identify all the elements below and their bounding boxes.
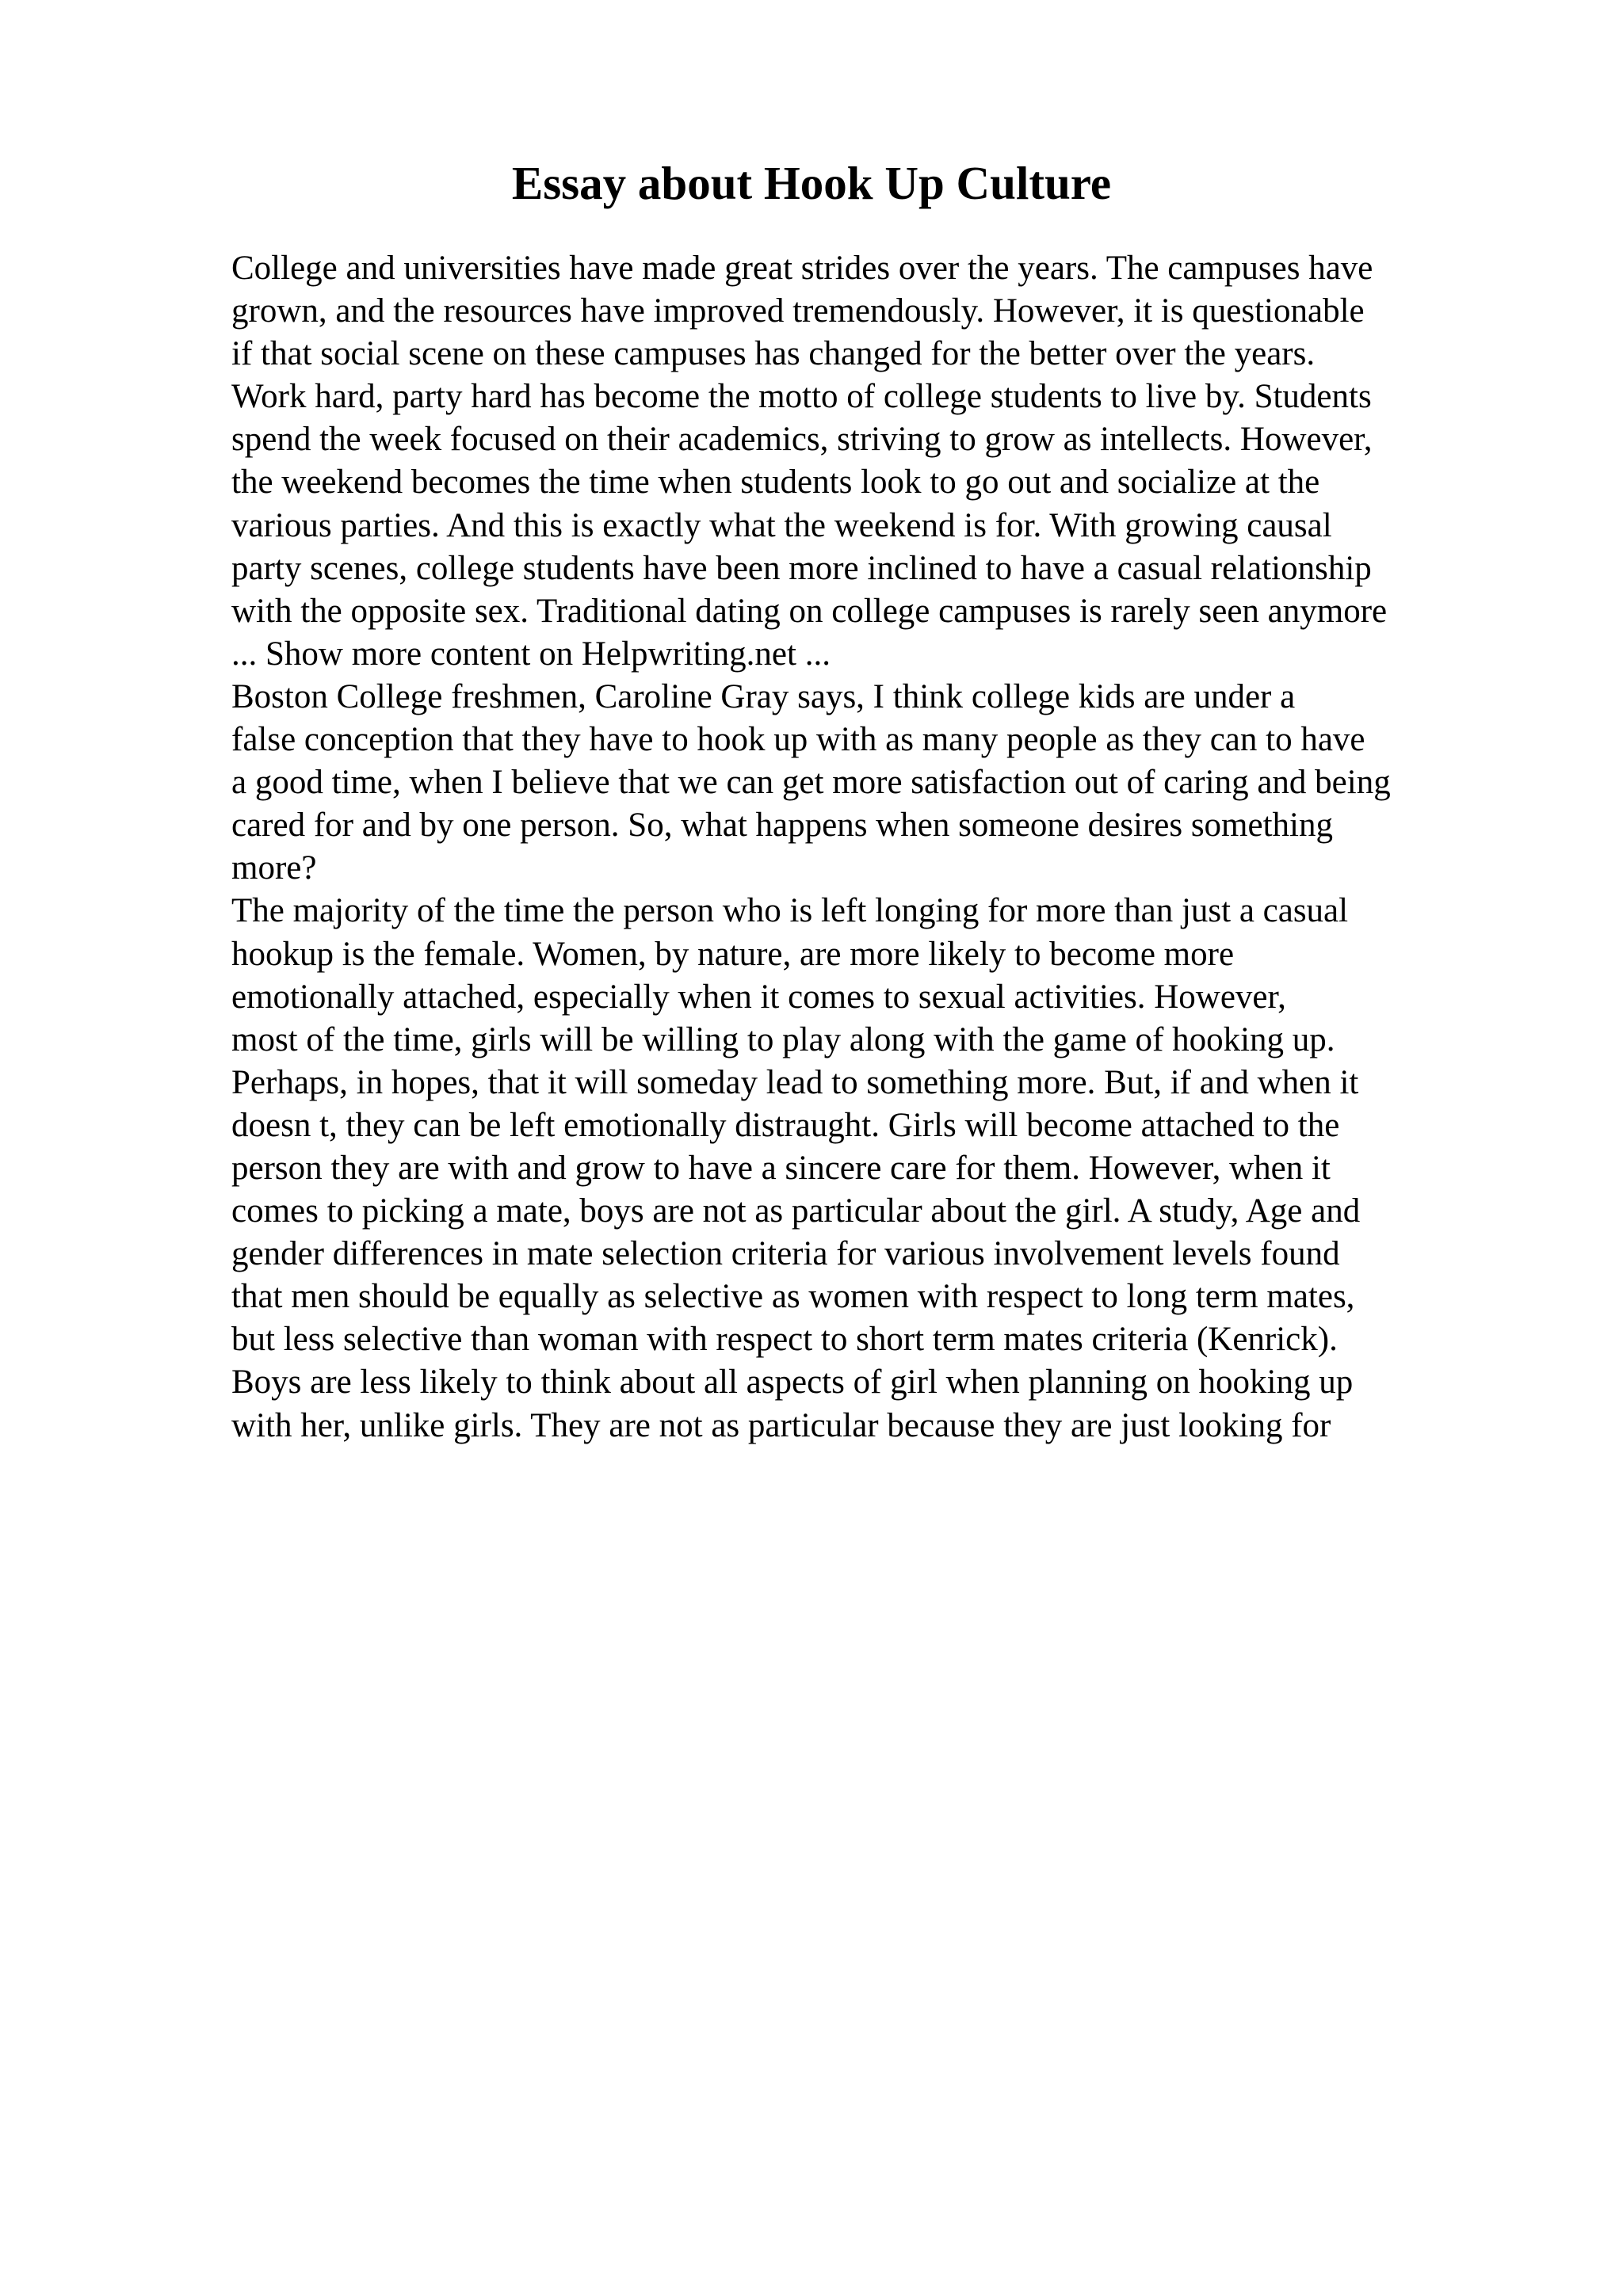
text-line: Boston College freshmen, Caroline Gray says, I think college kids are under a (231, 677, 1296, 715)
text-line: gender differences in mate selection criteria for various involvement levels found (231, 1235, 1340, 1273)
text-line: if that social scene on these campuses has changed for the better over the years. (231, 335, 1316, 373)
text-line: that men should be equally as selective as women with respect to long term mates, (231, 1278, 1355, 1316)
text-line: Boys are less likely to think about all aspects of girl when planning on hooking up (231, 1363, 1354, 1402)
text-line: more? (231, 849, 317, 887)
text-line: with the opposite sex. Traditional dating on college campuses is rarely seen anymore (231, 592, 1388, 630)
text-line: spend the week focused on their academics, striving to grow as intellects. However, (231, 421, 1373, 459)
text-line: doesn t, they can be left emotionally distraught. Girls will become attached to the (231, 1106, 1340, 1144)
essay-body (231, 247, 1594, 1447)
text-line: emotionally attached, especially when it comes to sexual activities. However, (231, 978, 1286, 1016)
text-line: grown, and the resources have improved tremendously. However, it is questionable (231, 292, 1365, 330)
document-title: Essay about Hook Up Culture (511, 157, 1112, 209)
text-line: hookup is the female. Women, by nature, are more likely to become more (231, 935, 1235, 973)
text-line: The majority of the time the person who is left longing for more than just a casual (231, 892, 1349, 930)
text-line: party scenes, college students have been more inclined to have a casual relationship (231, 549, 1372, 587)
text-line: most of the time, girls will be willing to play along with the game of hooking up. (231, 1020, 1335, 1058)
text-line: a good time, when I believe that we can get more satisfaction out of caring and being (231, 764, 1391, 802)
text-line: College and universities have made great strides over the years. The campuses have (231, 250, 1373, 287)
text-line: comes to picking a mate, boys are not as particular about the girl. A study, Age and (231, 1192, 1361, 1230)
text-line: false conception that they have to hook up with as many people as they can to have (231, 721, 1365, 759)
text-line: cared for and by one person. So, what happens when someone desires something (231, 807, 1333, 845)
text-line: with her, unlike girls. They are not as particular because they are just looking for (231, 1406, 1331, 1444)
text-line: person they are with and grow to have a sincere care for them. However, when it (231, 1149, 1331, 1187)
text-line: the weekend becomes the time when students look to go out and socialize at the (231, 463, 1320, 502)
show-more-line: ... Show more content on Helpwriting.net ... (231, 635, 831, 673)
text-line: but less selective than woman with respect to short term mates criteria (Kenrick). (231, 1321, 1338, 1359)
text-line: Work hard, party hard has become the motto of college students to live by. Students (231, 378, 1372, 416)
text-line: Perhaps, in hopes, that it will someday lead to something more. But, if and when it (231, 1063, 1359, 1101)
text-line: various parties. And this is exactly what the weekend is for. With growing causal (231, 506, 1332, 544)
